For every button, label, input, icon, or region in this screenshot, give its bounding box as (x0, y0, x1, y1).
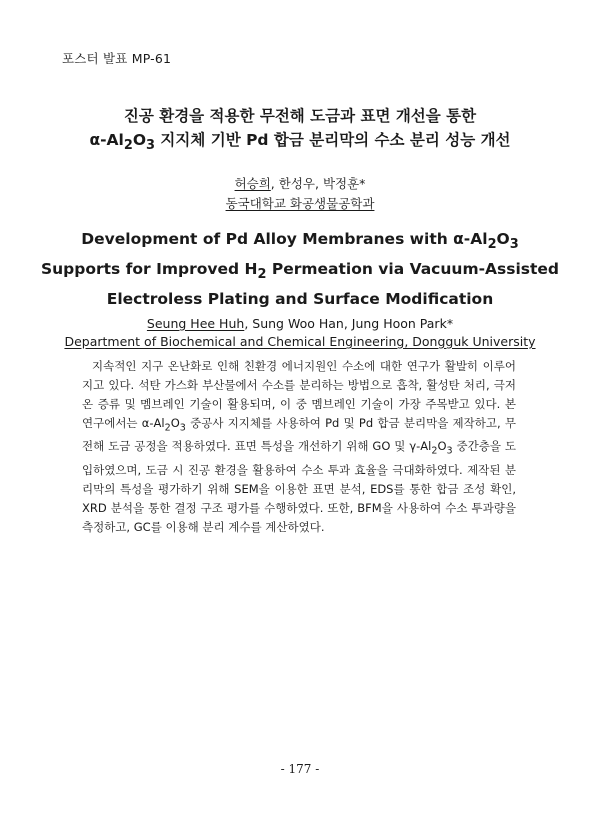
abstract-text: O (437, 439, 447, 454)
session-label: 포스터 발표 MP-61 (62, 51, 172, 66)
english-authors (0, 315, 600, 351)
separator: , (270, 176, 279, 191)
abstract-text: O (170, 416, 180, 430)
subscript: 3 (179, 422, 186, 434)
korean-affiliation: 동국대학교 화공생물공학과 (225, 196, 375, 211)
english-title-text: Supports for Improved H (40, 260, 258, 279)
english-title-line-1 (0, 227, 600, 257)
presenting-author-kr: 허승희 (234, 176, 271, 191)
korean-authors (0, 174, 600, 214)
presenting-author-en: Seung Hee Huh (146, 316, 245, 331)
english-title (0, 227, 600, 312)
korean-title-text: O (132, 131, 147, 149)
korean-author-list (0, 174, 600, 194)
korean-title-text: α-Al (89, 131, 124, 149)
subscript: 2 (123, 138, 133, 154)
english-author-list (0, 315, 600, 333)
korean-title (0, 104, 600, 158)
english-title-line-3: Electroless Plating and Surface Modification (106, 290, 494, 309)
english-title-line-2 (0, 257, 600, 287)
abstract-text: 중공사 지지체를 사용하여 Pd 및 Pd 합금 분리막을 제작하고, 무전해 도금 공정을 적용하였다. 표면 특성을 개선하기 위해 GO 및 γ-Al (82, 416, 516, 454)
english-title-text: O (496, 230, 510, 248)
korean-title-line-2 (0, 128, 600, 158)
english-affiliation: Department of Biochemical and Chemical Engineering, Dongguk University (64, 334, 536, 349)
abstract-text: 지속적인 지구 온난화로 인해 친환경 에너지원인 수소에 대한 연구가 활발히 이루어지고 있다. 석탄 가스화 부산물에서 수소를 분리하는 방법으로 흡착, 활성탄 처리, 극저온 증류 및 멤브레인 기술이 활용되며, 이 중 멤브레인 기술이 가장 주목받고 있다. 본 연구에서는 α-Al (82, 359, 516, 430)
english-title-text: Permeation via Vacuum-Assisted (266, 260, 560, 279)
subscript: 3 (509, 237, 519, 253)
author-list-en: , Sung Woo Han, Jung Hoon Park* (244, 316, 454, 331)
subscript: 2 (487, 237, 497, 253)
abstract-text: 중간층을 도입하였으며, 도금 시 진공 환경을 활용하여 수소 투과 효율을 극대화하였다. 제작된 분리막의 특성을 평가하기 위해 SEM을 이용한 표면 분석, EDS를 통한 합금 조성 확인, XRD 분석을 통한 결정 구조 평가를 수행하였다. 또한, BFM을 사용하여 수소 투과량을 측정하고, GC를 이용해 분리 계수를 계산하였다. (82, 439, 516, 534)
subscript: 2 (257, 267, 267, 283)
korean-title-text: 지지체 기반 Pd 합금 분리막의 수소 분리 성능 개선 (155, 131, 511, 149)
abstract-body (82, 357, 516, 537)
subscript: 2 (431, 445, 438, 457)
english-title-text: Development of Pd Alloy Membranes with α-Al (81, 230, 488, 248)
subscript: 3 (446, 445, 453, 457)
separator: , (314, 176, 323, 191)
author-kr: 한성우 (278, 176, 315, 191)
korean-title-line-1: 진공 환경을 적용한 무전해 도금과 표면 개선을 통한 (123, 107, 477, 125)
subscript: 2 (164, 422, 171, 434)
page-number: - 177 - (280, 762, 320, 776)
subscript: 3 (146, 138, 156, 154)
corresponding-author-kr: 박정훈* (322, 176, 366, 191)
